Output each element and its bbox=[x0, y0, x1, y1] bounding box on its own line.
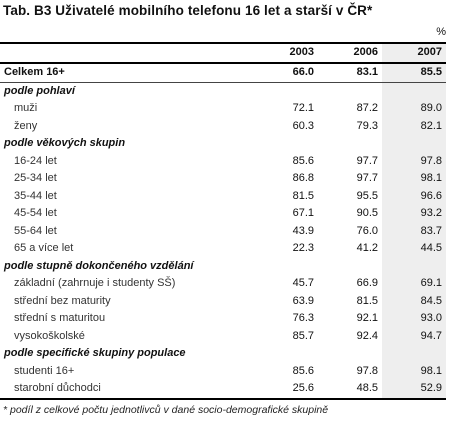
value-cell: 85.5 bbox=[382, 63, 446, 82]
value-cell: 97.7 bbox=[356, 172, 378, 184]
table-row bbox=[0, 188, 446, 206]
column-header: 2006 bbox=[318, 43, 382, 63]
value-cell: 83.1 bbox=[318, 63, 382, 82]
empty-cell bbox=[318, 135, 382, 153]
value-cell: 67.1 bbox=[292, 207, 314, 219]
value-cell: 84.5 bbox=[382, 293, 446, 311]
value-cell: 98.1 bbox=[382, 363, 446, 381]
table-row bbox=[0, 380, 446, 399]
row-label: 16-24 let bbox=[14, 154, 57, 167]
row-label: 45-54 let bbox=[14, 207, 57, 219]
value-cell: 97.7 bbox=[356, 154, 378, 167]
table-row bbox=[0, 310, 446, 328]
section-heading: podle věkových skupin bbox=[4, 137, 126, 149]
value-cell: 98.1 bbox=[382, 170, 446, 188]
table-row bbox=[0, 205, 446, 223]
section-heading: podle specifické skupiny populace bbox=[4, 347, 186, 359]
table-row bbox=[0, 240, 446, 258]
value-cell: 76.0 bbox=[356, 224, 378, 237]
data-table bbox=[0, 42, 446, 400]
row-label: vysokoškolské bbox=[14, 329, 85, 342]
value-cell: 96.6 bbox=[382, 188, 446, 206]
value-cell: 93.2 bbox=[382, 205, 446, 223]
section-heading: podle stupně dokončeného vzdělání bbox=[4, 259, 194, 272]
row-label: základní (zahrnuje i studenty SŠ) bbox=[14, 277, 176, 289]
value-cell: 94.7 bbox=[382, 328, 446, 346]
row-label: střední s maturitou bbox=[14, 312, 106, 324]
value-cell: 69.1 bbox=[382, 275, 446, 293]
value-cell: 79.3 bbox=[356, 119, 378, 132]
table-title: Tab. B3 Uživatelé mobilního telefonu 16 let a starší v ČR* bbox=[3, 3, 373, 18]
value-cell: 97.8 bbox=[356, 364, 378, 377]
table-row bbox=[0, 275, 446, 293]
value-cell: 72.1 bbox=[292, 102, 314, 114]
unit-label: % bbox=[436, 26, 446, 38]
section-heading-row bbox=[0, 345, 446, 363]
row-label: 35-44 let bbox=[14, 189, 57, 202]
header-label-cell bbox=[0, 43, 254, 63]
row-label: studenti 16+ bbox=[14, 364, 75, 377]
value-cell: 97.8 bbox=[382, 153, 446, 171]
table-row bbox=[0, 100, 446, 118]
footnote: * podíl z celkové počtu jednotlivců v dané socio-demografické skupině bbox=[3, 404, 329, 416]
table-row bbox=[0, 153, 446, 171]
total-row bbox=[0, 63, 446, 82]
value-cell: 76.3 bbox=[292, 312, 314, 324]
value-cell: 83.7 bbox=[382, 223, 446, 241]
row-label: Celkem 16+ bbox=[0, 63, 254, 82]
row-label: 25-34 let bbox=[14, 172, 57, 184]
header-row bbox=[0, 43, 446, 63]
value-cell: 93.0 bbox=[382, 310, 446, 328]
section-heading: podle pohlaví bbox=[4, 84, 75, 97]
empty-cell bbox=[382, 82, 446, 100]
value-cell: 43.9 bbox=[292, 224, 314, 237]
value-cell: 44.5 bbox=[382, 240, 446, 258]
value-cell: 48.5 bbox=[318, 380, 382, 399]
table-row bbox=[0, 223, 446, 241]
empty-cell bbox=[254, 82, 318, 100]
value-cell: 52.9 bbox=[382, 380, 446, 399]
row-label: starobní důchodci bbox=[0, 380, 254, 399]
value-cell: 66.0 bbox=[254, 63, 318, 82]
empty-cell bbox=[254, 135, 318, 153]
empty-cell bbox=[318, 82, 382, 100]
value-cell: 66.9 bbox=[356, 277, 378, 289]
column-header: 2003 bbox=[254, 43, 318, 63]
row-label: 65 a více let bbox=[14, 242, 74, 254]
value-cell: 90.5 bbox=[356, 207, 378, 219]
section-heading-row bbox=[0, 135, 446, 153]
empty-cell bbox=[254, 258, 318, 276]
row-label: muži bbox=[14, 102, 38, 114]
section-heading-row bbox=[0, 258, 446, 276]
empty-cell bbox=[382, 258, 446, 276]
row-label: 55-64 let bbox=[14, 224, 57, 237]
value-cell: 81.5 bbox=[292, 189, 314, 202]
table-row bbox=[0, 328, 446, 346]
value-cell: 25.6 bbox=[254, 380, 318, 399]
value-cell: 89.0 bbox=[382, 100, 446, 118]
row-label: ženy bbox=[14, 119, 38, 132]
empty-cell bbox=[254, 345, 318, 363]
value-cell: 82.1 bbox=[382, 118, 446, 136]
value-cell: 85.6 bbox=[292, 364, 314, 377]
value-cell: 86.8 bbox=[292, 172, 314, 184]
column-header: 2007 bbox=[382, 43, 446, 63]
value-cell: 22.3 bbox=[292, 242, 314, 254]
row-label: střední bez maturity bbox=[14, 294, 111, 307]
value-cell: 85.7 bbox=[292, 329, 314, 342]
value-cell: 87.2 bbox=[356, 102, 378, 114]
value-cell: 85.6 bbox=[292, 154, 314, 167]
value-cell: 60.3 bbox=[292, 119, 314, 132]
table-row bbox=[0, 363, 446, 381]
empty-cell bbox=[318, 345, 382, 363]
value-cell: 41.2 bbox=[356, 242, 378, 254]
value-cell: 92.4 bbox=[356, 329, 378, 342]
value-cell: 63.9 bbox=[292, 294, 314, 307]
empty-cell bbox=[318, 258, 382, 276]
empty-cell bbox=[382, 135, 446, 153]
empty-cell bbox=[382, 345, 446, 363]
value-cell: 45.7 bbox=[292, 277, 314, 289]
value-cell: 92.1 bbox=[356, 312, 378, 324]
section-heading-row bbox=[0, 82, 446, 100]
table-row bbox=[0, 293, 446, 311]
value-cell: 81.5 bbox=[356, 294, 378, 307]
table-row bbox=[0, 118, 446, 136]
table-row bbox=[0, 170, 446, 188]
value-cell: 95.5 bbox=[356, 189, 378, 202]
